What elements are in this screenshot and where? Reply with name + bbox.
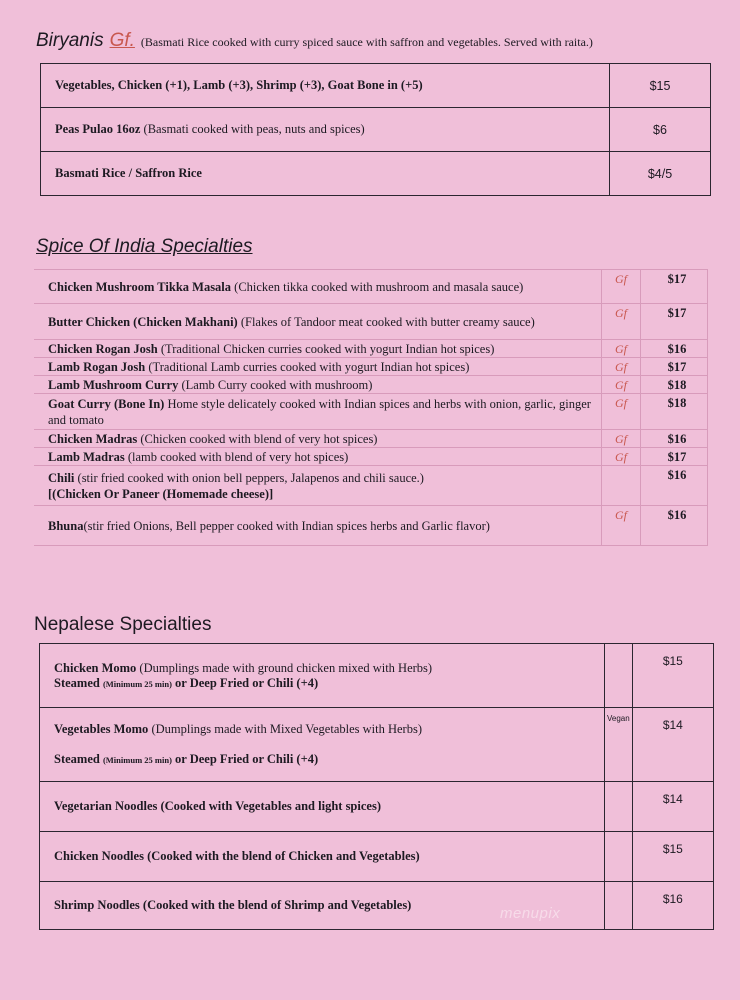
menu-item-price: $16 bbox=[632, 882, 713, 930]
menu-item-name: Lamb Mushroom Curry bbox=[48, 377, 179, 392]
menu-item-name: Chicken Rogan Josh bbox=[48, 341, 158, 356]
gf-label: Gf bbox=[602, 430, 641, 448]
menu-item-name: Chicken Noodles (Cooked with the blend of Chicken and Vegetables) bbox=[54, 849, 420, 863]
menu-item-price: $4/5 bbox=[610, 152, 711, 196]
table-row bbox=[40, 708, 714, 782]
menu-item-name: Chili bbox=[48, 470, 75, 485]
menu-item-name: Lamb Rogan Josh bbox=[48, 359, 146, 374]
menu-item-price: $6 bbox=[610, 108, 711, 152]
menu-item-name: Lamb Madras bbox=[48, 449, 125, 464]
diet-tag bbox=[605, 832, 633, 882]
menu-item-price: $14 bbox=[632, 782, 713, 832]
menu-item-price: $18 bbox=[641, 376, 708, 394]
menu-item-name: Chicken Mushroom Tikka Masala bbox=[48, 279, 232, 294]
biryanis-title: Biryanis bbox=[36, 30, 104, 51]
table-row bbox=[34, 430, 708, 448]
menu-item-detail: (Chicken tikka cooked with mushroom and masala sauce) bbox=[234, 279, 524, 294]
table-row bbox=[34, 340, 708, 358]
menu-item-name: Chicken Momo bbox=[54, 660, 137, 675]
gf-label: Gf bbox=[602, 340, 641, 358]
menu-item-price: $14 bbox=[632, 708, 713, 782]
table-row bbox=[41, 152, 711, 196]
menu-item-name: Shrimp Noodles (Cooked with the blend of Shrimp and Vegetables) bbox=[54, 898, 412, 912]
watermark: menupix bbox=[500, 905, 561, 922]
table-row bbox=[34, 358, 708, 376]
menu-item-detail: (Lamb Curry cooked with mushroom) bbox=[181, 377, 373, 392]
biryanis-table bbox=[40, 63, 711, 196]
minimum-time-note: (Minimum 25 min) bbox=[102, 755, 172, 765]
menu-item-detail: (Dumplings made with ground chicken mixed with Herbs) bbox=[139, 660, 433, 675]
menu-item-detail: (Basmati cooked with peas, nuts and spices) bbox=[143, 122, 365, 136]
menu-item-price: $17 bbox=[641, 358, 708, 376]
diet-tag bbox=[605, 644, 633, 708]
gf-label: Gf bbox=[602, 358, 641, 376]
cooking-options: or Deep Fried or Chili (+4) bbox=[175, 752, 319, 766]
menu-item-detail: (Dumplings made with Mixed Vegetables with Herbs) bbox=[151, 722, 422, 736]
cooking-options: or Deep Fried or Chili (+4) bbox=[175, 675, 319, 690]
menu-item-detail: Home style delicately cooked with Indian spices and herbs with onion, garlic, ginger and tomato bbox=[48, 396, 591, 427]
menu-item-detail: (Traditional Chicken curries cooked with yogurt Indian hot spices) bbox=[160, 341, 495, 356]
gf-label: Gf bbox=[602, 394, 641, 430]
menu-item-name: Peas Pulao 16oz bbox=[55, 122, 141, 136]
menu-item-detail: (stir fried cooked with onion bell peppers, Jalapenos and chili sauce.) bbox=[77, 470, 424, 485]
menu-item-price: $17 bbox=[641, 270, 708, 304]
table-row bbox=[34, 270, 708, 304]
diet-tag bbox=[605, 782, 633, 832]
table-row bbox=[34, 304, 708, 340]
menu-item-price: $16 bbox=[641, 466, 708, 506]
table-row bbox=[40, 782, 714, 832]
table-row bbox=[41, 108, 711, 152]
table-row bbox=[41, 64, 711, 108]
menu-item-price: $17 bbox=[641, 304, 708, 340]
table-row bbox=[40, 882, 714, 930]
steamed-label: Steamed bbox=[54, 675, 100, 690]
steamed-label: Steamed bbox=[54, 752, 100, 766]
gf-label: Gf bbox=[602, 270, 641, 304]
menu-item-detail: (Chicken cooked with blend of very hot spices) bbox=[140, 431, 378, 446]
minimum-time-note: (Minimum 25 min) bbox=[102, 678, 172, 689]
menu-item-name: Bhuna bbox=[48, 518, 84, 533]
nepalese-table bbox=[39, 643, 714, 930]
menu-item-name: Vegetables Momo bbox=[54, 722, 149, 736]
spice-of-india-title: Spice Of India Specialties bbox=[36, 236, 253, 257]
table-row bbox=[34, 394, 708, 430]
menu-item-price: $15 bbox=[632, 832, 713, 882]
table-row bbox=[34, 466, 708, 506]
table-row bbox=[40, 644, 714, 708]
menu-item-price: $16 bbox=[641, 340, 708, 358]
menu-item-name: Vegetarian Noodles (Cooked with Vegetables and light spices) bbox=[54, 799, 381, 813]
table-row bbox=[34, 376, 708, 394]
menu-item-price: $15 bbox=[610, 64, 711, 108]
gf-label bbox=[602, 466, 641, 506]
menu-item-name: Goat Curry (Bone In) bbox=[48, 396, 165, 411]
menu-item-price: $15 bbox=[632, 644, 713, 708]
menu-item-name: Chicken Madras bbox=[48, 431, 138, 446]
biryanis-gf-label: Gf. bbox=[109, 30, 135, 51]
menu-item-name: Basmati Rice / Saffron Rice bbox=[55, 166, 202, 180]
spice-of-india-table bbox=[34, 269, 708, 546]
biryanis-heading bbox=[36, 30, 593, 52]
biryanis-description: (Basmati Rice cooked with curry spiced sauce with saffron and vegetables. Served with raita.) bbox=[140, 35, 593, 49]
menu-item-name: Butter Chicken (Chicken Makhani) bbox=[48, 314, 238, 329]
gf-label: Gf bbox=[602, 448, 641, 466]
menu-item-price: $16 bbox=[641, 506, 708, 546]
gf-label: Gf bbox=[602, 376, 641, 394]
menu-item-detail: (lamb cooked with blend of very hot spices) bbox=[127, 449, 349, 464]
table-row bbox=[34, 448, 708, 466]
menu-item-detail: (stir fried Onions, Bell pepper cooked with Indian spices herbs and Garlic flavor) bbox=[83, 518, 490, 533]
table-row bbox=[40, 832, 714, 882]
menu-item-detail: (Traditional Lamb curries cooked with yogurt Indian hot spices) bbox=[148, 359, 470, 374]
menu-item-detail: (Flakes of Tandoor meat cooked with butter creamy sauce) bbox=[240, 314, 535, 329]
menu-item-price: $17 bbox=[641, 448, 708, 466]
nepalese-title: Nepalese Specialties bbox=[34, 614, 212, 635]
menu-item-price: $16 bbox=[641, 430, 708, 448]
gf-label: Gf bbox=[602, 506, 641, 546]
diet-tag bbox=[605, 882, 633, 930]
menu-item-extra: [(Chicken Or Paneer (Homemade cheese)] bbox=[48, 486, 274, 501]
diet-tag: Vegan bbox=[605, 708, 633, 782]
menu-item-name: Vegetables, Chicken (+1), Lamb (+3), Shrimp (+3), Goat Bone in (+5) bbox=[55, 78, 423, 92]
menu-item-price: $18 bbox=[641, 394, 708, 430]
gf-label: Gf bbox=[602, 304, 641, 340]
table-row bbox=[34, 506, 708, 546]
